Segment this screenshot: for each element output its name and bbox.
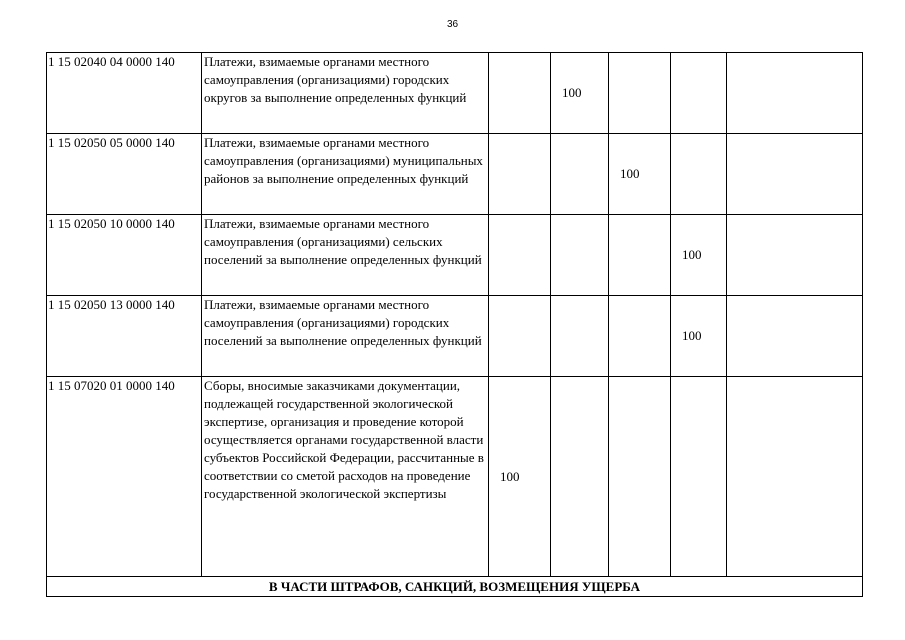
- value-cell: [727, 377, 863, 577]
- value-cell: [489, 215, 551, 296]
- value-cell: 100: [671, 215, 727, 296]
- value-cell: [671, 53, 727, 134]
- value-cell: 100: [551, 53, 609, 134]
- revenue-distribution-table: [46, 52, 863, 597]
- value-cell: [671, 377, 727, 577]
- table-row: [47, 134, 863, 215]
- value-cell: [609, 296, 671, 377]
- revenue-code: 1 15 02040 04 0000 140: [47, 53, 202, 134]
- section-row: [47, 577, 863, 597]
- value-cell: [727, 53, 863, 134]
- revenue-name: Сборы, вносимые заказчиками документации, подлежащей государственной экологической экспертизе, организация и проведение которой осуществляется органами государственной власти субъектов Российской Федерации, рассчитанные в соответствии со сметой расходов на проведение государственной экологической экспертизы: [202, 377, 489, 577]
- value-cell: [727, 134, 863, 215]
- value-cell: [609, 377, 671, 577]
- value-cell: [551, 215, 609, 296]
- value-cell: [551, 296, 609, 377]
- value-cell: 100: [489, 377, 551, 577]
- value-cell: [671, 134, 727, 215]
- table-row: [47, 377, 863, 577]
- value-cell: 100: [609, 134, 671, 215]
- page-number: 36: [446, 19, 459, 30]
- value-cell: [489, 53, 551, 134]
- revenue-code: 1 15 02050 10 0000 140: [47, 215, 202, 296]
- revenue-name: Платежи, взимаемые органами местного самоуправления (организациями) городских поселений за выполнение определенных функций: [202, 296, 489, 377]
- value-cell: [551, 134, 609, 215]
- value-cell: [609, 215, 671, 296]
- value-cell: [727, 215, 863, 296]
- table-row: [47, 215, 863, 296]
- value-cell: [551, 377, 609, 577]
- revenue-name: Платежи, взимаемые органами местного самоуправления (организациями) городских округов за выполнение определенных функций: [202, 53, 489, 134]
- table-row: [47, 53, 863, 134]
- value-cell: [489, 134, 551, 215]
- revenue-code: 1 15 02050 05 0000 140: [47, 134, 202, 215]
- revenue-name: Платежи, взимаемые органами местного самоуправления (организациями) сельских поселений за выполнение определенных функций: [202, 215, 489, 296]
- section-heading: В ЧАСТИ ШТРАФОВ, САНКЦИЙ, ВОЗМЕЩЕНИЯ УЩЕРБА: [47, 577, 863, 597]
- value-cell: [609, 53, 671, 134]
- value-cell: [489, 296, 551, 377]
- revenue-name: Платежи, взимаемые органами местного самоуправления (организациями) муниципальных районов за выполнение определенных функций: [202, 134, 489, 215]
- value-cell: 100: [671, 296, 727, 377]
- table-row: [47, 296, 863, 377]
- revenue-code: 1 15 07020 01 0000 140: [47, 377, 202, 577]
- value-cell: [727, 296, 863, 377]
- revenue-code: 1 15 02050 13 0000 140: [47, 296, 202, 377]
